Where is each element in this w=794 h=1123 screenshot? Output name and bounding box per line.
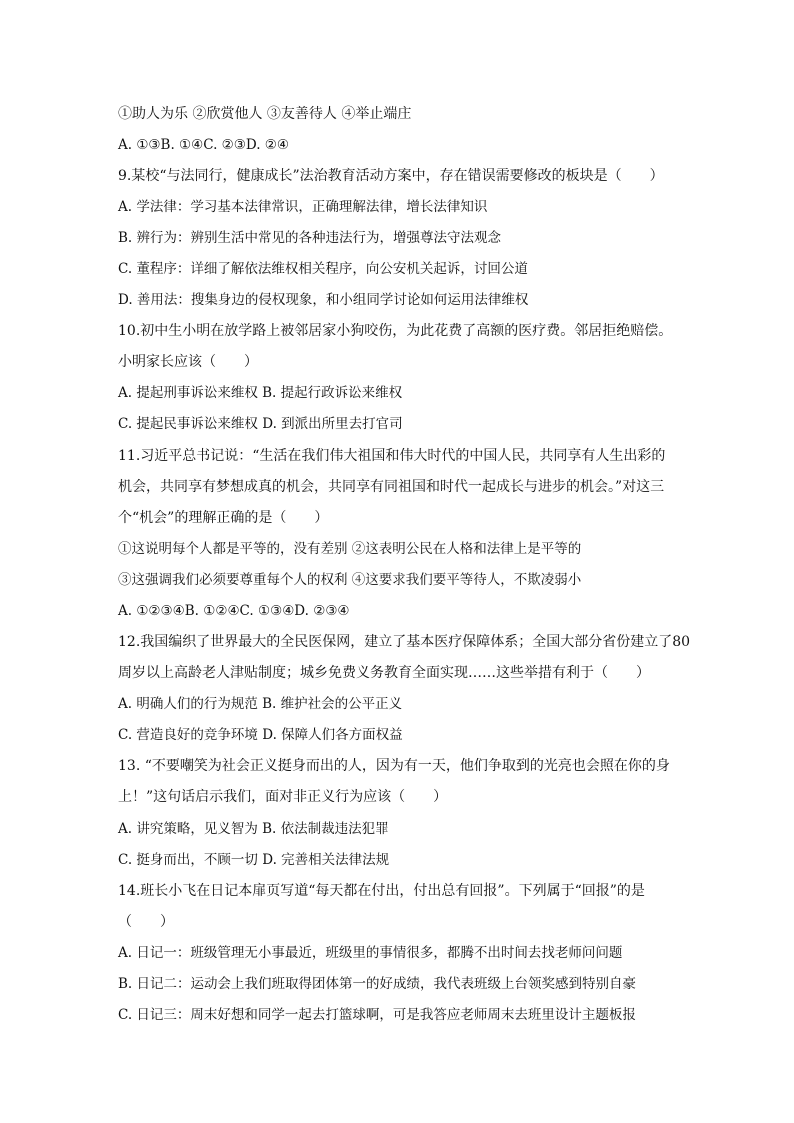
- option-line: A. 明确人们的行为规范 B. 维护社会的公平正义: [118, 696, 403, 712]
- question-12-cont: 周岁以上高龄老人津贴制度；城乡免费义务教育全面实现……这些举措有利于（ ）: [118, 665, 650, 681]
- option-line: A. 日记一：班级管理无小事最近，班级里的事情很多，都腾不出时间去找老师问问题: [118, 945, 623, 961]
- statement-line: ③这强调我们必须要尊重每个人的权利 ④这要求我们要平等待人，不欺凌弱小: [118, 572, 582, 588]
- question-13: 13. “不要嘲笑为社会正义挺身而出的人，因为有一天，他们争取到的光亮也会照在你的身: [118, 758, 670, 774]
- question-11-cont: 个“机会”的理解正确的是（ ）: [118, 510, 329, 526]
- question-9: 9.某校“与法同行，健康成长”法治教育活动方案中，存在错误需要修改的板块是（ ）: [118, 168, 664, 184]
- option-line: C. 提起民事诉讼来维权 D. 到派出所里去打官司: [118, 416, 403, 432]
- option-line: C. 董程序：详细了解依法维权相关程序，向公安机关起诉，讨回公道: [118, 261, 528, 277]
- question-10: 10.初中生小明在放学路上被邻居家小狗咬伤，为此花费了高额的医疗费。邻居拒绝赔偿。: [118, 323, 673, 339]
- question-13-cont: 上！”这句话启示我们，面对非正义行为应该（ ）: [118, 789, 448, 805]
- answer-options: A. ①②③④B. ①②④C. ①③④D. ②③④: [118, 603, 350, 619]
- question-11-cont: 机会，共同享有梦想成真的机会，共同享有同祖国和时代一起成长与进步的机会。”对这三: [118, 479, 665, 495]
- option-line: A. 讲究策略，见义智为 B. 依法制裁违法犯罪: [118, 821, 389, 837]
- question-14-cont: （ ）: [118, 914, 174, 930]
- option-line: B. 日记二：运动会上我们班取得团体第一的好成绩，我代表班级上台领奖感到特别自豪: [118, 976, 637, 992]
- answer-options: A. ①③B. ①④C. ②③D. ②④: [118, 137, 290, 153]
- question-11: 11.习近平总书记说：“生活在我们伟大祖国和伟大时代的中国人民，共同享有人生出彩的: [118, 448, 666, 464]
- option-line: B. 辨行为：辨别生活中常见的各种违法行为，增强尊法守法观念: [118, 230, 502, 246]
- statement-line: ①这说明每个人都是平等的，没有差别 ②这表明公民在人格和法律上是平等的: [118, 541, 582, 557]
- option-line: A. 提起刑事诉讼来维权 B. 提起行政诉讼来维权: [118, 385, 403, 401]
- question-10-cont: 小明家长应该（ ）: [118, 354, 258, 370]
- option-line: C. 挺身而出，不顾一切 D. 完善相关法律法规: [118, 852, 390, 868]
- question-12: 12.我国编织了世界最大的全民医保网，建立了基本医疗保障体系；全国大部分省份建立了80: [118, 634, 691, 650]
- option-line: C. 日记三：周末好想和同学一起去打篮球啊，可是我答应老师周末去班里设计主题板报: [118, 1007, 636, 1023]
- option-line: C. 营造良好的竞争环境 D. 保障人们各方面权益: [118, 727, 403, 743]
- question-14: 14.班长小飞在日记本扉页写道“每天都在付出，付出总有回报”。下列属于“回报”的是: [118, 883, 645, 899]
- option-line: A. 学法律：学习基本法律常识，正确理解法律，增长法律知识: [118, 199, 488, 215]
- option-line: D. 善用法：搜集身边的侵权现象，和小组同学讨论如何运用法律维权: [118, 292, 529, 308]
- text-line: ①助人为乐 ②欣赏他人 ③友善待人 ④举止端庄: [118, 106, 412, 122]
